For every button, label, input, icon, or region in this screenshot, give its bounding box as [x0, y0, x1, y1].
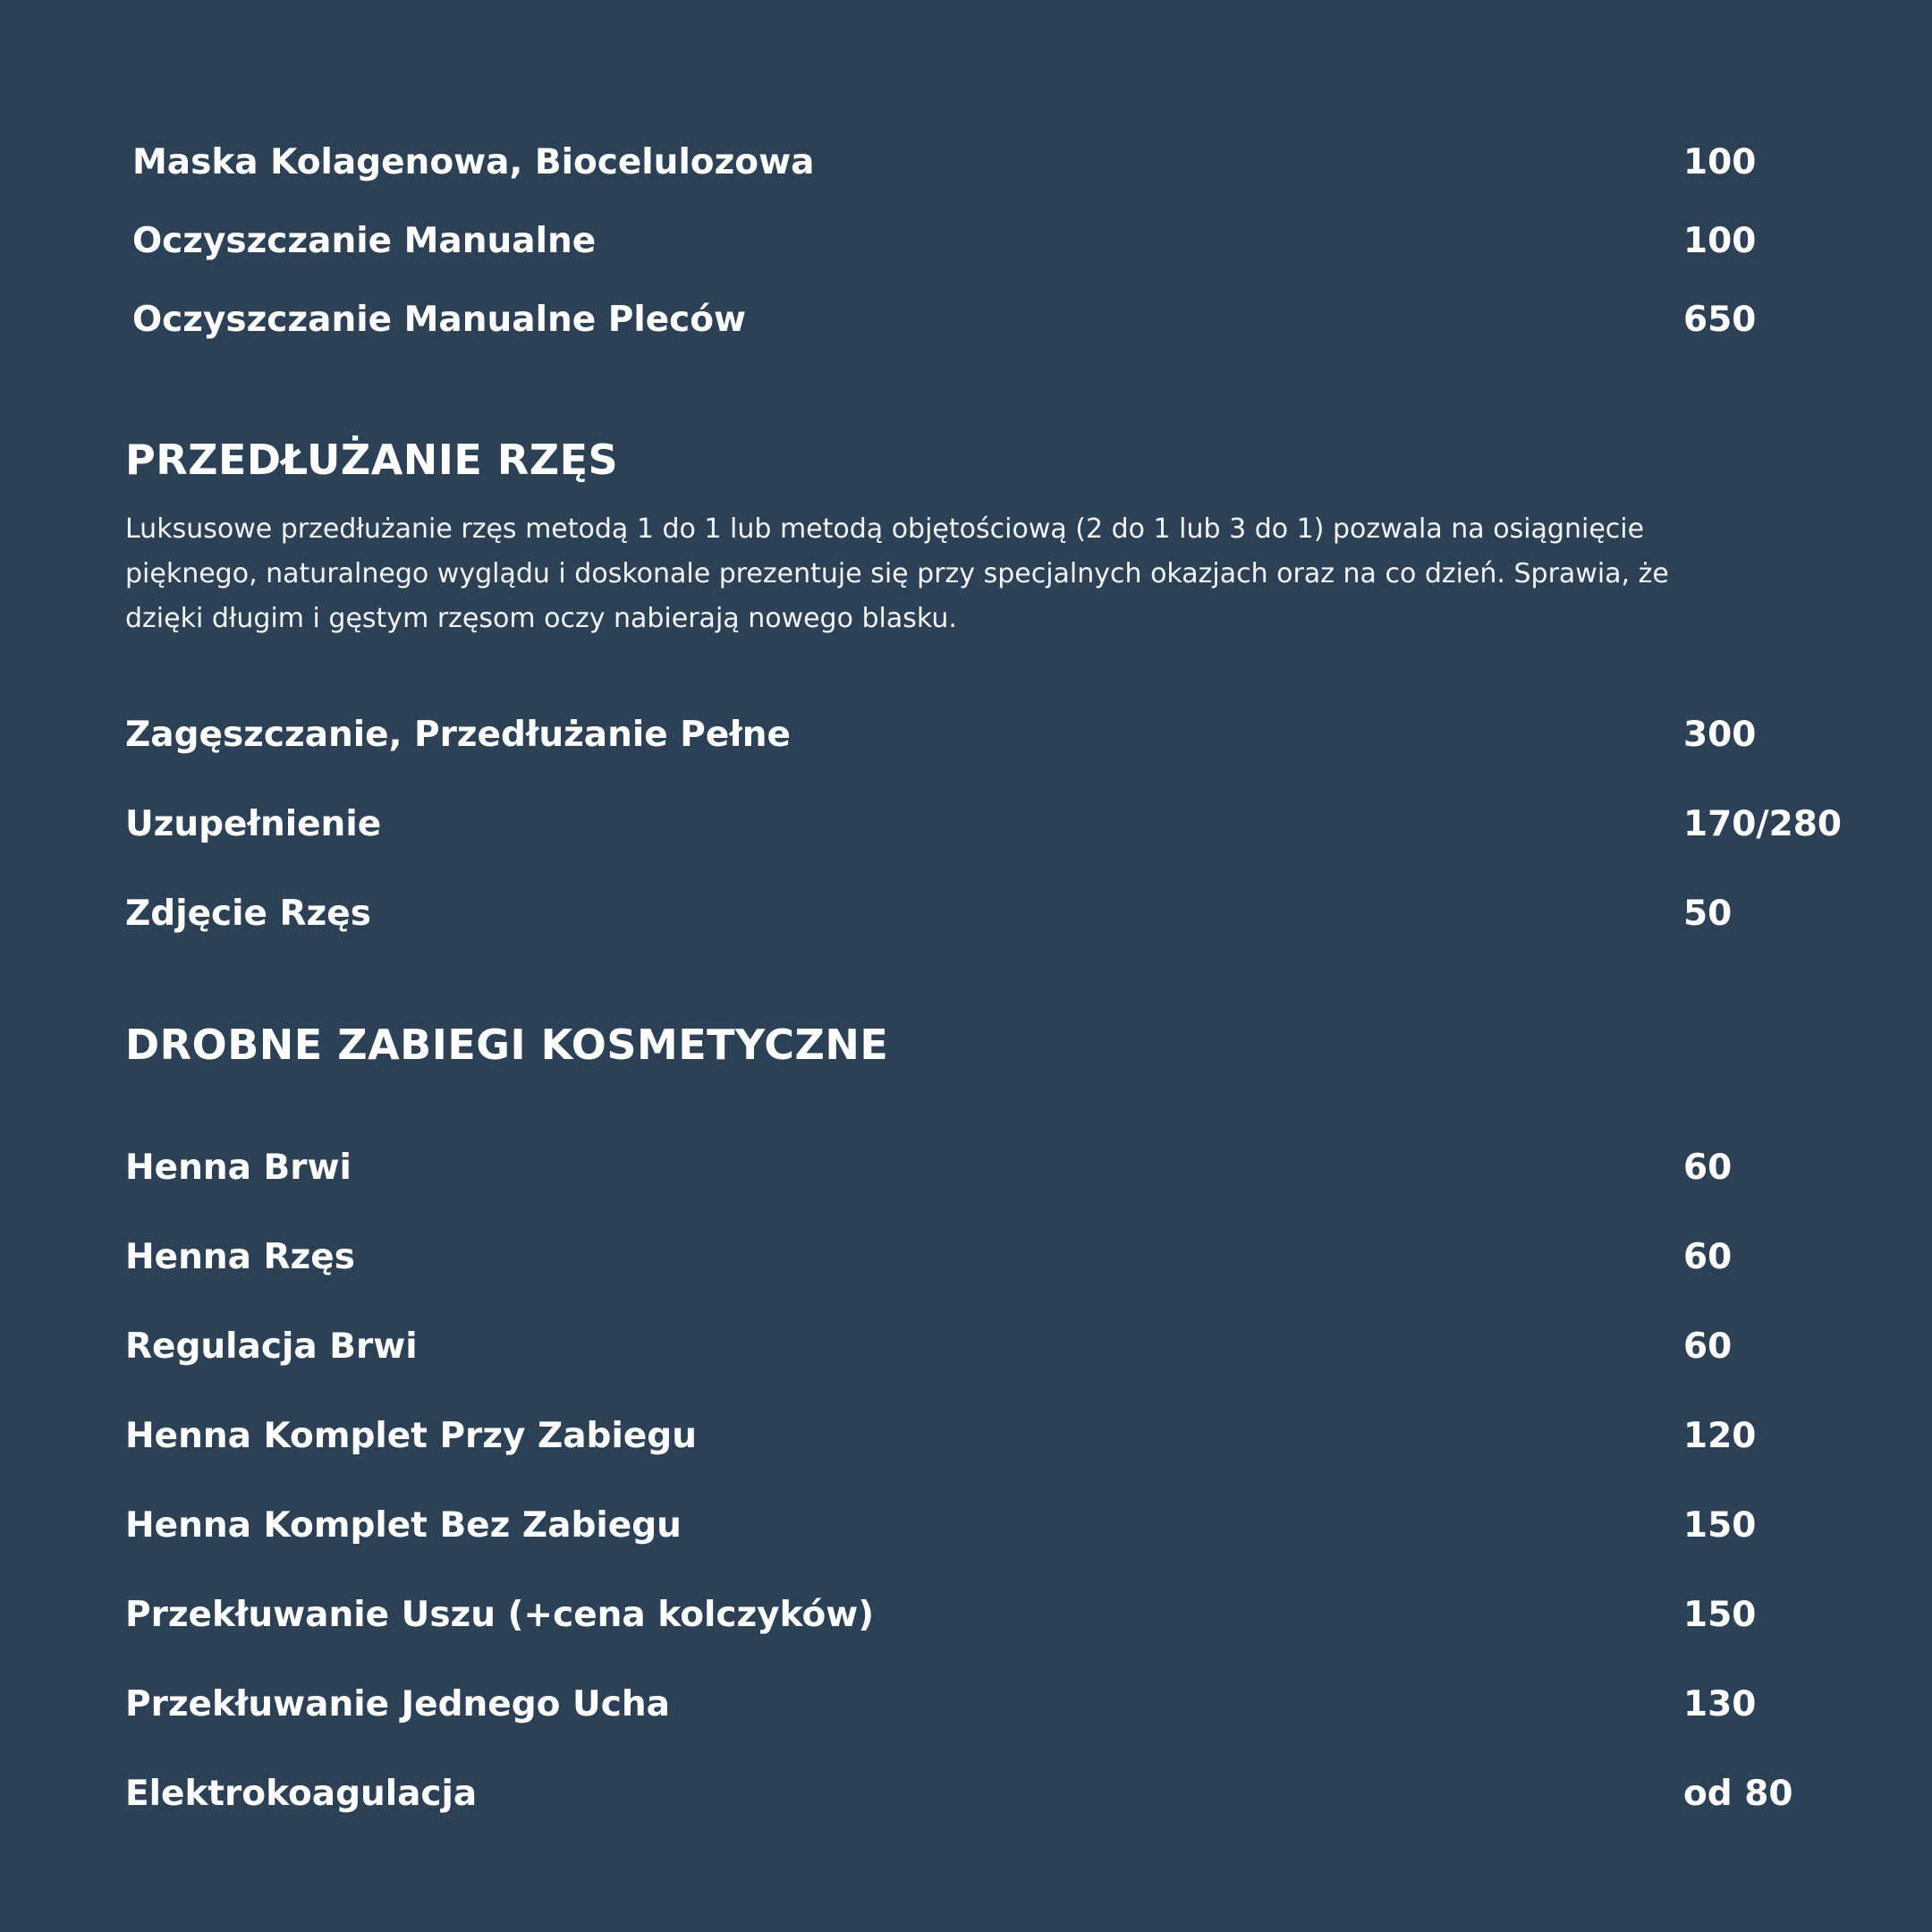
- price-row: [0, 1678, 1932, 1732]
- service-price: 60: [1683, 1326, 1733, 1367]
- service-price: 120: [1683, 1416, 1757, 1456]
- service-name: Zdjęcie Rzęs: [125, 894, 371, 934]
- service-name: Oczyszczanie Manualne Pleców: [132, 300, 747, 340]
- service-price: 150: [1683, 1595, 1757, 1635]
- service-price: od 80: [1683, 1774, 1793, 1814]
- price-row: [0, 215, 1932, 268]
- price-row: [0, 708, 1932, 762]
- price-row: [0, 293, 1932, 347]
- section-title-minor: DROBNE ZABIEGI KOSMETYCZNE: [125, 1021, 889, 1069]
- price-row: [0, 1499, 1932, 1553]
- price-row: [0, 1231, 1932, 1284]
- service-name: Zagęszczanie, Przedłużanie Pełne: [125, 715, 792, 755]
- service-name: Henna Brwi: [125, 1148, 352, 1188]
- service-name: Henna Rzęs: [125, 1237, 355, 1277]
- service-name: Regulacja Brwi: [125, 1326, 418, 1367]
- price-row: [0, 887, 1932, 941]
- service-price: 150: [1683, 1505, 1757, 1546]
- service-price: 650: [1683, 300, 1757, 340]
- service-name: Maska Kolagenowa, Biocelulozowa: [132, 142, 815, 182]
- section-description-lashes: Luksusowe przedłużanie rzęs metodą 1 do 1 lub metodą objętościową (2 do 1 lub 3 do 1) pozwala na osiągnięcie pięknego, naturalnego wyglądu i doskonale prezentuje się przy specjalnych okazjach oraz na co dzień. Sprawia, że dzięki długim i gęstym rzęsom oczy nabierają nowego blasku.: [125, 513, 1669, 634]
- price-row: [0, 798, 1932, 852]
- service-name: Oczyszczanie Manualne: [132, 221, 597, 261]
- service-price: 60: [1683, 1237, 1733, 1277]
- service-name: Uzupełnienie: [125, 804, 382, 844]
- price-row: [0, 1767, 1932, 1821]
- service-name: Przekłuwanie Jednego Ucha: [125, 1684, 670, 1724]
- service-name: Elektrokoagulacja: [125, 1774, 478, 1814]
- price-row: [0, 136, 1932, 190]
- service-price: 130: [1683, 1684, 1757, 1724]
- section-title-lashes: PRZEDŁUŻANIE RZĘS: [125, 436, 619, 484]
- service-price: 100: [1683, 142, 1757, 182]
- service-name: Przekłuwanie Uszu (+cena kolczyków): [125, 1595, 875, 1635]
- price-row: [0, 1141, 1932, 1195]
- service-name: Henna Komplet Bez Zabiegu: [125, 1505, 682, 1546]
- service-price: 170/280: [1683, 804, 1843, 844]
- service-price: 50: [1683, 894, 1733, 934]
- price-row: [0, 1589, 1932, 1642]
- price-row: [0, 1320, 1932, 1374]
- service-name: Henna Komplet Przy Zabiegu: [125, 1416, 697, 1456]
- price-row: [0, 1410, 1932, 1463]
- service-price: 300: [1683, 715, 1757, 755]
- service-price: 60: [1683, 1148, 1733, 1188]
- service-price: 100: [1683, 221, 1757, 261]
